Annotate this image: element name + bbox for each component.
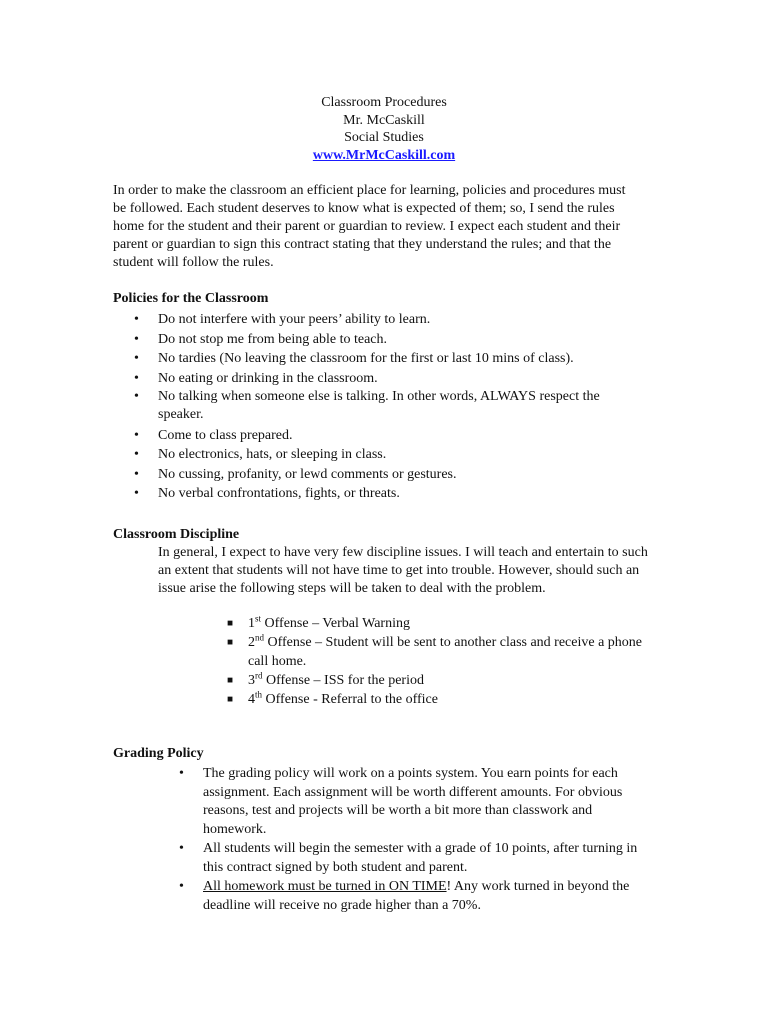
list-item: • Do not stop me from being able to teach. [158, 330, 648, 350]
list-item: • No eating or drinking in the classroom. [158, 369, 648, 389]
document-header [0, 94, 768, 164]
subject-name: Social Studies [344, 130, 424, 145]
bullet-icon: • [134, 486, 139, 501]
bullet-icon: • [134, 447, 139, 462]
discipline-heading: Classroom Discipline [113, 527, 240, 542]
square-bullet-icon: ■ [227, 637, 234, 648]
policies-list [134, 310, 648, 504]
square-bullet-icon: ■ [227, 675, 234, 686]
bullet-icon: • [179, 766, 184, 781]
website-link[interactable]: www.MrMcCaskill.com [312, 147, 456, 163]
list-item: • No talking when someone else is talking. In other words, ALWAYS respect the speaker. [134, 389, 600, 422]
document-title: Classroom Procedures [321, 95, 447, 110]
list-item: • No cussing, profanity, or lewd comments or gestures. [158, 465, 648, 485]
bullet-icon: • [134, 331, 139, 347]
teacher-name: Mr. McCaskill [343, 112, 425, 128]
list-item: ■ 2nd Offense – Student will be sent to another class and receive a phone call home. [227, 632, 643, 669]
policies-heading: Policies for the Classroom [113, 291, 269, 306]
list-item: • The grading policy will work on a points system. You earn points for each assignment. Each assignment will be worth different amounts. For obvious reasons, test and projects will be worth a bit more than classwork and homework. [179, 766, 623, 837]
square-bullet-icon: ■ [227, 694, 234, 705]
list-item: • No verbal confrontations, fights, or threats. [158, 484, 648, 504]
list-item: • Do not interfere with your peers’ ability to learn. [158, 310, 648, 330]
list-item: • No tardies (No leaving the classroom for the first or last 10 mins of class). [158, 349, 648, 369]
bullet-icon: • [134, 389, 139, 404]
bullet-icon: • [134, 351, 139, 366]
list-item: ■ 4th Offense - Referral to the office [227, 689, 438, 707]
grading-list [179, 765, 653, 915]
bullet-icon: • [134, 427, 139, 443]
list-item: ■ 3rd Offense – ISS for the period [227, 670, 424, 688]
square-bullet-icon: ■ [227, 618, 234, 629]
list-item: • Come to class prepared. [158, 426, 648, 446]
bullet-icon: • [134, 370, 139, 386]
list-item: • All students will begin the semester with a grade of 10 points, after turning in this contract signed by both student and parent. [179, 841, 638, 875]
discipline-paragraph: In general, I expect to have very few discipline issues. I will teach and entertain to such an extent that students will not have time to get into trouble. However, should such an issue arise the following steps will be taken to deal with the problem. [158, 545, 648, 596]
bullet-icon: • [179, 841, 184, 856]
list-item: • All homework must be turned in ON TIME! Any work turned in beyond the deadline will receive no grade higher than a 70%. [179, 879, 630, 913]
list-item: ■ 1st Offense – Verbal Warning [227, 613, 410, 631]
intro-paragraph: In order to make the classroom an efficient place for learning, policies and procedures must be followed. Each student deserves to know what is expected of them; so, I send the rules home for the student and their parent or guardian to review. I expect each student and their parent or guardian to sign this contract stating that they understand the rules; and that the student will follow the rules. [113, 183, 626, 270]
list-item: • No electronics, hats, or sleeping in class. [158, 445, 648, 465]
grading-heading: Grading Policy [113, 746, 204, 761]
discipline-steps-list [227, 613, 648, 709]
bullet-icon: • [134, 466, 139, 482]
bullet-icon: • [179, 879, 184, 894]
bullet-icon: • [134, 312, 139, 327]
